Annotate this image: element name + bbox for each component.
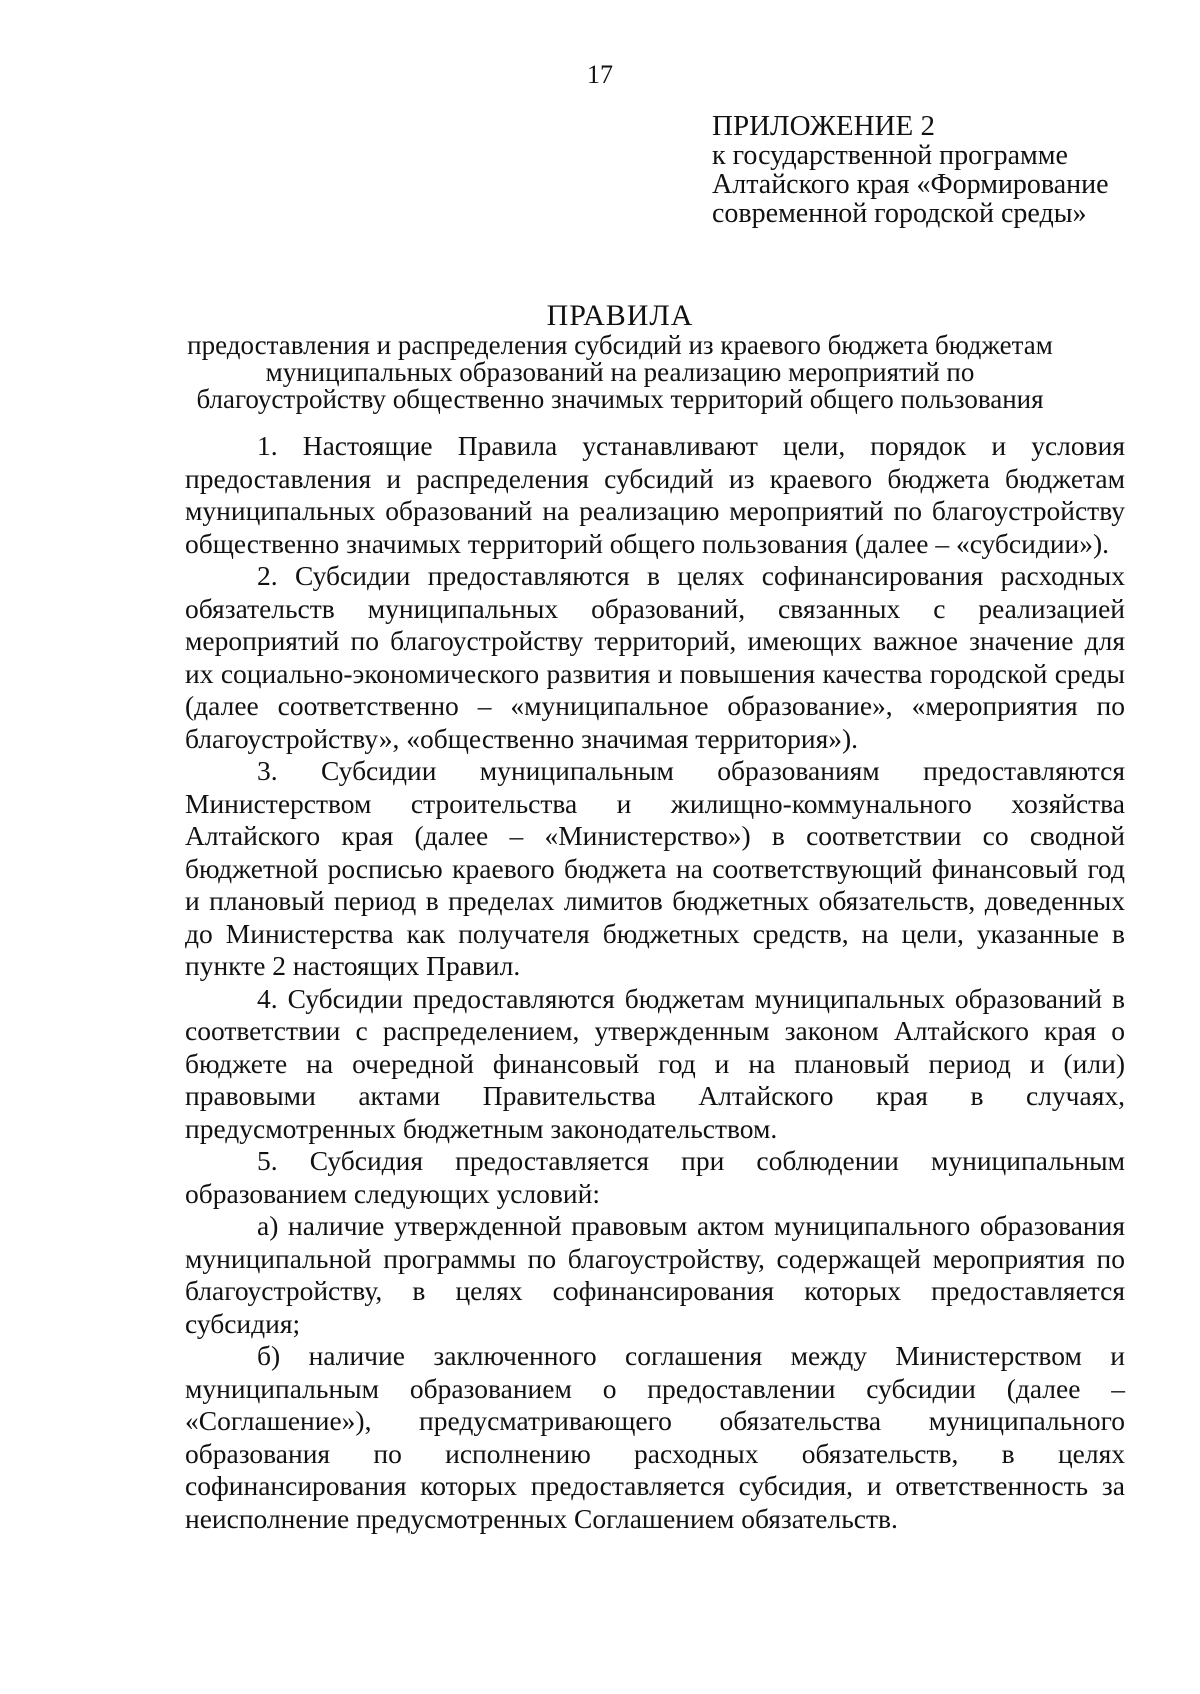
appendix-heading: ПРИЛОЖЕНИЕ 2 (712, 110, 935, 142)
appendix-line: современной городской среды» (712, 198, 1087, 229)
paragraph-5b: б) наличие заключенного соглашения между Министерством и муниципальным образованием о предоставлении субсидии (далее – «Соглашение»), предусматривающего обязательства муниципального образования по исполнению расходных обязательств, в целях софинансирования которых предоставляется субсидия, и ответственность за неисполнение предусмотренных Соглашением обязательств. (185, 1340, 1125, 1534)
paragraph-5: 5. Субсидия предоставляется при соблюдении муниципальным образованием следующих условий: (185, 1145, 1125, 1209)
title-line: благоустройству общественно значимых территорий общего пользования (196, 384, 1044, 414)
paragraph-3: 3. Субсидии муниципальным образованиям предоставляются Министерством строительства и жилищно-коммунального хозяйства Алтайского края (далее – «Министерство») в соответствии со сводной бюджетной росписью краевого бюджета на соответствующий финансовый год и плановый период в пределах лимитов бюджетных обязательств, доведенных до Министерства как получателя бюджетных средств, на цели, указанные в пункте 2 настоящих Правил. (185, 755, 1125, 981)
paragraph-5a: а) наличие утвержденной правовым актом муниципального образования муниципальной программы по благоустройству, содержащей мероприятия по благоустройству, в целях софинансирования которых предоставляется субсидия; (185, 1210, 1125, 1339)
title-main: ПРАВИЛА (546, 299, 694, 332)
appendix-header (712, 112, 1172, 228)
title-line: муниципальных образований на реализацию мероприятий по (265, 357, 975, 387)
paragraph-4: 4. Субсидии предоставляются бюджетам муниципальных образований в соответствии с распределением, утвержденным законом Алтайского края о бюджете на очередной финансовый год и на плановый период и (или) правовыми актами Правительства Алтайского края в случаях, предусмотренных бюджетным законодательством. (185, 982, 1125, 1144)
document-title (180, 300, 1060, 413)
paragraph-1: 1. Настоящие Правила устанавливают цели, порядок и условия предоставления и распределения субсидий из краевого бюджета бюджетам муниципальных образований на реализацию мероприятий по благоустройству общественно значимых территорий общего пользования (далее – «субсидии»). (185, 430, 1125, 559)
title-line: предоставления и распределения субсидий из краевого бюджета бюджетам (187, 330, 1053, 360)
page-number: 17 (587, 60, 613, 89)
paragraph-2: 2. Субсидии предоставляются в целях софинансирования расходных обязательств муниципальных образований, связанных с реализацией мероприятий по благоустройству территорий, имеющих важное значение для их социально-экономического развития и повышения качества городской среды (далее соответственно – «муниципальное образование», «мероприятия по благоустройству», «общественно значимая территория»). (185, 560, 1125, 754)
document-body (185, 430, 1125, 1535)
appendix-line: к государственной программе (712, 140, 1068, 171)
appendix-line: Алтайского края «Формирование (712, 169, 1109, 200)
